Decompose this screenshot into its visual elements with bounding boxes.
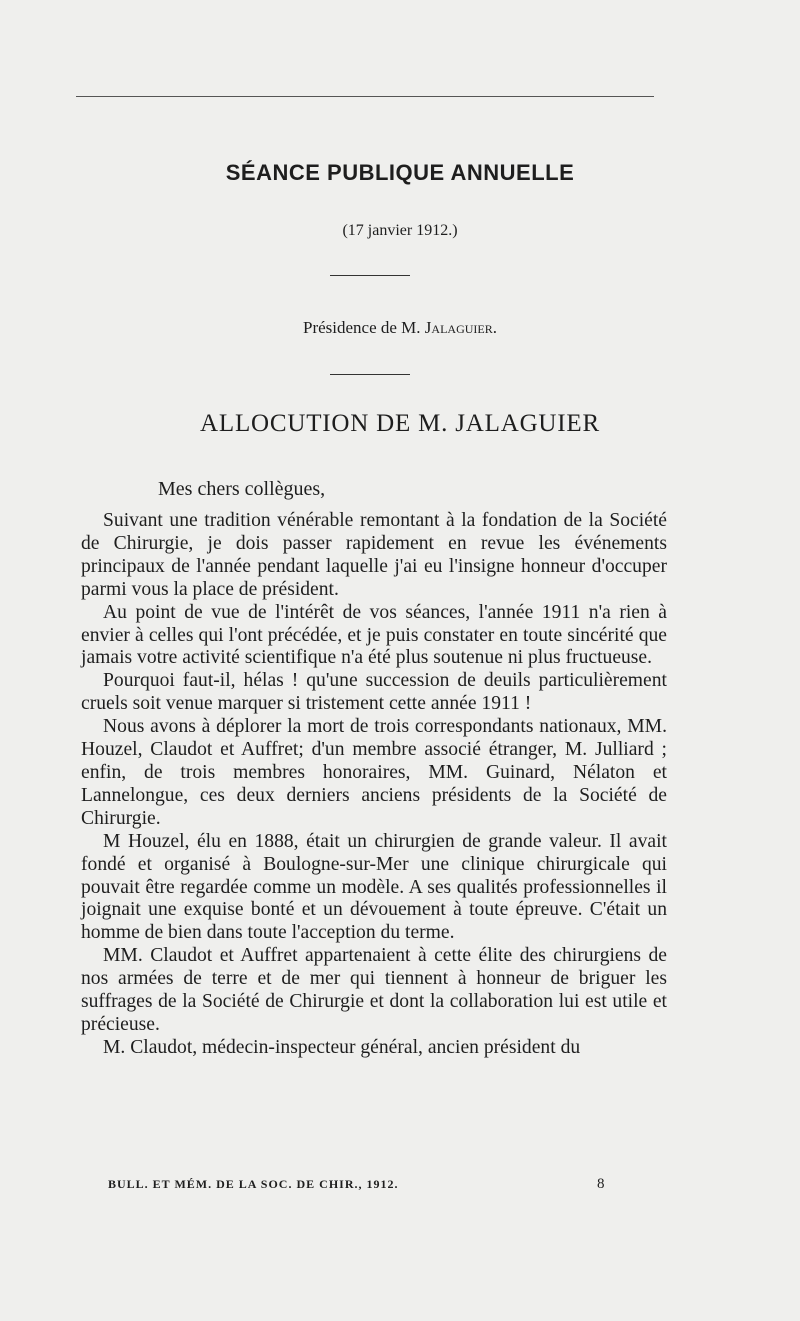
paragraph: MM. Claudot et Auffret appartenaient à cette élite des chirurgiens de nos armées de terre et de mer qui tiennent à honneur de briguer les suffrages de la Société de Chirurgie et dont la collaboration lui est utile et précieuse. [81,945,667,1035]
top-rule [76,96,654,97]
presidence-prefix: Présidence de M. [302,318,425,337]
session-date: (17 janvier 1912.) [342,222,458,239]
paragraph: M. Claudot, médecin-inspecteur général, ancien président du [103,1036,581,1058]
page-title: SÉANCE PUBLIQUE ANNUELLE [225,160,575,185]
paragraph: Au point de vue de l'intérêt de vos séances, l'année 1911 n'a rien à envier à celles qui l'ont précédée, et je puis constater en toute sincérité que jamais votre activité scientifique n'a été plus soutenue ni plus fructueuse. [81,601,667,669]
running-footer: BULL. ET MÉM. DE LA SOC. DE CHIR., 1912. [108,1177,399,1191]
greeting: Mes chers collègues, [158,478,326,500]
divider-2 [330,374,410,375]
paragraph: Nous avons à déplorer la mort de trois correspondants nationaux, MM. Houzel, Claudot et Auffret; d'un membre associé étranger, M. Julliard ; enfin, de trois membres honoraires, MM. Guinard, Nélaton et Lannelongue, ces deux derniers anciens présidents de la Société de Chirurgie. [81,716,667,829]
president-name: Jalaguier. [424,318,497,337]
section-title: ALLOCUTION DE M. JALAGUIER [200,410,600,437]
paragraph: M Houzel, élu en 1888, était un chirurgien de grande valeur. Il avait fondé et organisé à Boulogne-sur-Mer une clinique chirurgicale qui pouvait être regardée comme un modèle. A ses qualités professionnelles il joignait une exquise bonté et un dévouement à toute épreuve. C'était un homme de bien dans toute l'acception du terme. [81,830,667,944]
paragraph: Suivant une tradition vénérable remontant à la fondation de la Société de Chirurgie, je dois passer rapidement en revue les événements principaux de l'année pendant laquelle j'ai eu l'insigne honneur d'occuper parmi vous la place de président. [81,510,667,600]
page-number: 8 [597,1176,605,1192]
divider-1 [330,275,410,276]
body-text [81,510,667,1060]
presidence-line [0,318,800,338]
paragraph: Pourquoi faut-il, hélas ! qu'une succession de deuils particulièrement cruels soit venue marquer si tristement cette année 1911 ! [81,670,667,715]
